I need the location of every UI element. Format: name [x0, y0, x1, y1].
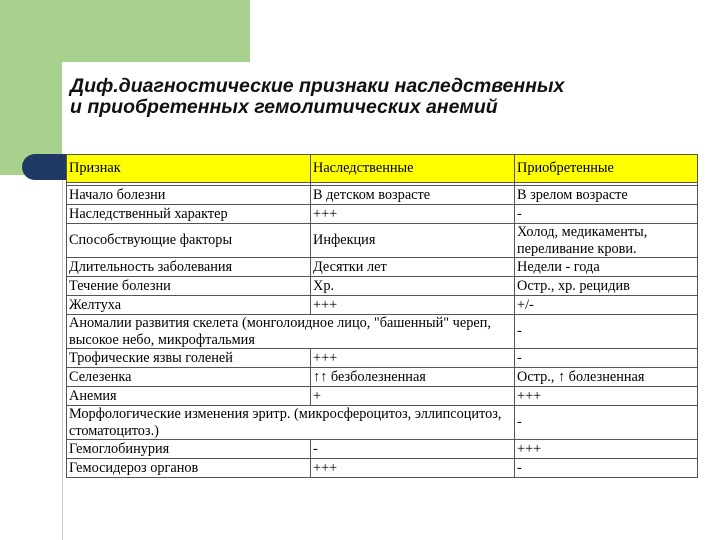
cell-hereditary: +++: [311, 296, 515, 315]
table-row: [67, 224, 698, 258]
table-row: [67, 440, 698, 459]
cell-acquired: -: [515, 349, 698, 368]
comparison-table: [66, 154, 698, 478]
cell-hereditary: +++: [311, 205, 515, 224]
left-divider: [62, 162, 63, 540]
table-body: [67, 183, 698, 478]
table-row: [67, 296, 698, 315]
cell-hereditary: +++: [311, 459, 515, 478]
table-row: [67, 258, 698, 277]
table-row: [67, 186, 698, 205]
cell-sign: Течение болезни: [67, 277, 311, 296]
title-line-1: Диф.диагностические признаки наследственных: [70, 75, 565, 97]
cell-sign: Трофические язвы голеней: [67, 349, 311, 368]
cell-hereditary: -: [311, 440, 515, 459]
table-row: [67, 349, 698, 368]
cell-sign: Анемия: [67, 387, 311, 406]
cell-acquired: +++: [515, 440, 698, 459]
cell-hereditary: ↑↑ безболезненная: [311, 368, 515, 387]
cell-sign: Желтуха: [67, 296, 311, 315]
cell-acquired: +/-: [515, 296, 698, 315]
cell-sign: Селезенка: [67, 368, 311, 387]
table-row: [67, 277, 698, 296]
header-acquired: Приобретенные: [515, 155, 698, 183]
cell-acquired: Остр., хр. рецидив: [515, 277, 698, 296]
cell-hereditary: Десятки лет: [311, 258, 515, 277]
table-row: [67, 387, 698, 406]
cell-sign: Наследственный характер: [67, 205, 311, 224]
table-header-row: [67, 155, 698, 183]
cell-acquired: -: [515, 406, 698, 440]
cell-acquired: Недели - года: [515, 258, 698, 277]
table-row: [67, 459, 698, 478]
cell-hereditary: Инфекция: [311, 224, 515, 258]
table-row: [67, 368, 698, 387]
title-line-2: и приобретенных гемолитических анемий: [70, 96, 498, 118]
cell-hereditary: +++: [311, 349, 515, 368]
cell-sign: Способствующие факторы: [67, 224, 311, 258]
cell-sign: Начало болезни: [67, 186, 311, 205]
page-title: [70, 76, 710, 118]
table-row: [67, 406, 698, 440]
cell-hereditary: Хр.: [311, 277, 515, 296]
table-row: [67, 315, 698, 349]
cell-hereditary: +: [311, 387, 515, 406]
cell-acquired: В зрелом возрасте: [515, 186, 698, 205]
cell-sign: Морфологические изменения эритр. (микросфероцитоз, эллипсоцитоз, стоматоцитоз.): [67, 406, 515, 440]
cell-acquired: -: [515, 205, 698, 224]
cell-acquired: Остр., ↑ болезненная: [515, 368, 698, 387]
cell-acquired: -: [515, 315, 698, 349]
cell-sign: Аномалии развития скелета (монголоидное лицо, "башенный" череп, высокое небо, микрофтальмия: [67, 315, 515, 349]
header-sign: Признак: [67, 155, 311, 183]
cell-hereditary: В детском возрасте: [311, 186, 515, 205]
table-row: [67, 205, 698, 224]
cell-sign: Длительность заболевания: [67, 258, 311, 277]
cell-sign: Гемоглобинурия: [67, 440, 311, 459]
cell-acquired: Холод, медикаменты, переливание крови.: [515, 224, 698, 258]
cell-acquired: +++: [515, 387, 698, 406]
cell-acquired: -: [515, 459, 698, 478]
header-hereditary: Наследственные: [311, 155, 515, 183]
cell-sign: Гемосидероз органов: [67, 459, 311, 478]
